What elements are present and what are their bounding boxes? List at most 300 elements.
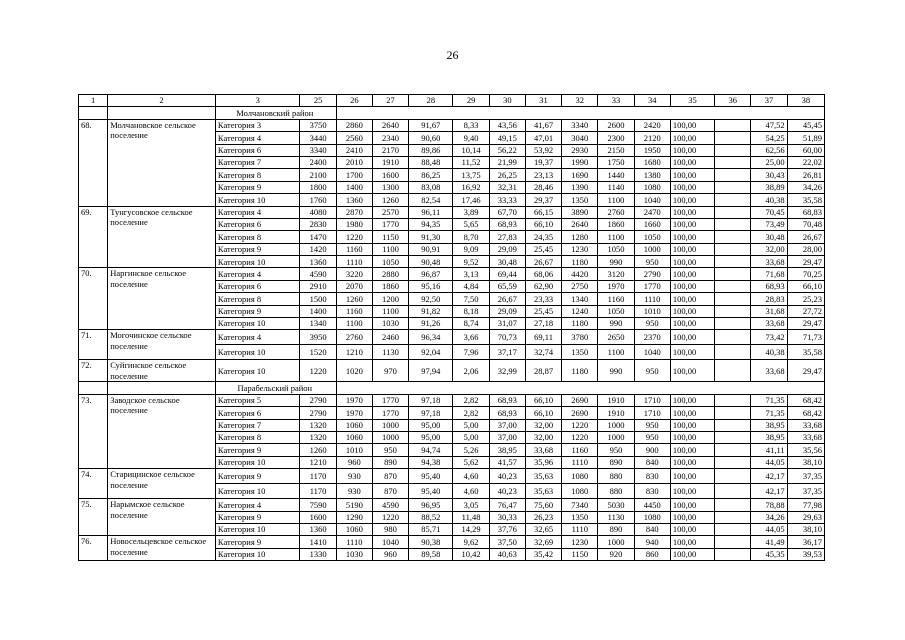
value-cell: 960 [336, 456, 372, 468]
value-cell: 1220 [300, 360, 336, 382]
value-cell: 47,01 [525, 132, 561, 144]
value-cell [715, 523, 751, 535]
value-cell: 5,00 [453, 419, 489, 431]
value-cell: 3780 [562, 330, 598, 345]
value-cell: 29,47 [787, 318, 824, 330]
value-cell: 89,58 [409, 548, 453, 560]
value-cell: 100,00 [670, 469, 714, 484]
category-cell: Категория 9 [215, 511, 300, 523]
header-cell: 32 [562, 95, 598, 107]
value-cell: 1130 [372, 345, 408, 360]
value-cell: 3950 [300, 330, 336, 345]
table-row [79, 469, 825, 484]
row-number: 71. [79, 330, 108, 360]
header-cell: 30 [489, 95, 525, 107]
value-cell: 1110 [336, 256, 372, 268]
value-cell [715, 456, 751, 468]
value-cell: 2340 [372, 132, 408, 144]
value-cell: 94,35 [409, 218, 453, 230]
value-cell: 100,00 [670, 156, 714, 168]
value-cell: 1110 [562, 456, 598, 468]
value-cell: 950 [372, 444, 408, 456]
value-cell: 1690 [562, 169, 598, 181]
value-cell: 95,16 [409, 280, 453, 292]
value-cell: 26,81 [787, 169, 824, 181]
value-cell: 1210 [300, 456, 336, 468]
value-cell: 9,40 [453, 132, 489, 144]
value-cell: 31,07 [489, 318, 525, 330]
value-cell [715, 318, 751, 330]
value-cell: 1340 [562, 293, 598, 305]
value-cell: 4590 [372, 499, 408, 511]
value-cell: 2460 [372, 330, 408, 345]
table-row [79, 119, 825, 131]
row-number: 73. [79, 394, 108, 468]
value-cell: 990 [598, 256, 634, 268]
category-cell: Категория 3 [215, 119, 300, 131]
value-cell: 1330 [300, 548, 336, 560]
header-cell: 3 [215, 95, 300, 107]
value-cell: 100,00 [670, 181, 714, 193]
value-cell: 1390 [562, 181, 598, 193]
value-cell: 68,06 [525, 268, 561, 280]
value-cell: 1770 [372, 218, 408, 230]
value-cell: 1050 [598, 243, 634, 255]
value-cell: 25,45 [525, 305, 561, 317]
value-cell: 1060 [336, 431, 372, 443]
value-cell: 1770 [372, 394, 408, 406]
value-cell: 41,57 [489, 456, 525, 468]
value-cell: 1160 [336, 243, 372, 255]
value-cell: 5,00 [453, 431, 489, 443]
value-cell: 29,63 [787, 511, 824, 523]
value-cell: 68,93 [489, 407, 525, 419]
value-cell: 66,10 [525, 407, 561, 419]
value-cell: 100,00 [670, 318, 714, 330]
value-cell: 96,87 [409, 268, 453, 280]
value-cell: 3340 [300, 144, 336, 156]
section-title: Молчановский район [215, 107, 336, 119]
value-cell: 2300 [598, 132, 634, 144]
value-cell [715, 280, 751, 292]
value-cell: 68,83 [787, 206, 824, 218]
value-cell: 70,73 [489, 330, 525, 345]
value-cell: 35,42 [525, 548, 561, 560]
value-cell: 35,56 [787, 444, 824, 456]
value-cell: 23,33 [525, 293, 561, 305]
value-cell: 2420 [634, 119, 670, 131]
value-cell: 930 [336, 469, 372, 484]
value-cell: 65,59 [489, 280, 525, 292]
value-cell: 2150 [598, 144, 634, 156]
value-cell: 45,45 [787, 119, 824, 131]
value-cell: 1260 [372, 194, 408, 206]
value-cell: 1000 [598, 431, 634, 443]
value-cell: 37,00 [489, 419, 525, 431]
value-cell: 950 [634, 431, 670, 443]
value-cell: 29,47 [787, 256, 824, 268]
value-cell: 56,22 [489, 144, 525, 156]
value-cell: 1210 [336, 345, 372, 360]
value-cell: 1860 [372, 280, 408, 292]
value-cell [715, 243, 751, 255]
category-cell: Категория 6 [215, 218, 300, 230]
value-cell: 30,43 [751, 169, 787, 181]
value-cell: 1710 [634, 394, 670, 406]
value-cell: 9,09 [453, 243, 489, 255]
value-cell: 67,70 [489, 206, 525, 218]
value-cell: 33,68 [751, 360, 787, 382]
value-cell: 3120 [598, 268, 634, 280]
value-cell: 1100 [598, 194, 634, 206]
value-cell: 1010 [336, 444, 372, 456]
value-cell: 8,18 [453, 305, 489, 317]
value-cell: 1230 [562, 243, 598, 255]
table-row [79, 360, 825, 382]
value-cell: 2790 [300, 394, 336, 406]
settlement-name: Могочинское сельское поселение [108, 330, 216, 360]
value-cell: 1110 [562, 523, 598, 535]
value-cell [715, 536, 751, 548]
value-cell: 69,44 [489, 268, 525, 280]
value-cell: 28,00 [787, 243, 824, 255]
value-cell: 1180 [562, 318, 598, 330]
value-cell: 2790 [634, 268, 670, 280]
value-cell: 1160 [598, 293, 634, 305]
value-cell: 53,92 [525, 144, 561, 156]
value-cell [715, 206, 751, 218]
value-cell: 1970 [336, 407, 372, 419]
value-cell: 33,68 [525, 444, 561, 456]
value-cell: 100,00 [670, 444, 714, 456]
value-cell: 26,67 [489, 293, 525, 305]
value-cell [715, 256, 751, 268]
value-cell: 3340 [562, 119, 598, 131]
value-cell: 2750 [562, 280, 598, 292]
header-cell: 33 [598, 95, 634, 107]
value-cell [715, 407, 751, 419]
value-cell: 1080 [634, 181, 670, 193]
value-cell: 95,00 [409, 431, 453, 443]
value-cell: 5,65 [453, 218, 489, 230]
category-cell: Категория 8 [215, 293, 300, 305]
value-cell: 96,11 [409, 206, 453, 218]
value-cell: 33,68 [787, 431, 824, 443]
value-cell: 4,60 [453, 484, 489, 499]
value-cell: 41,67 [525, 119, 561, 131]
value-cell: 66,10 [525, 394, 561, 406]
value-cell: 1320 [300, 431, 336, 443]
value-cell: 1050 [634, 231, 670, 243]
value-cell: 5,26 [453, 444, 489, 456]
value-cell: 1220 [562, 419, 598, 431]
value-cell: 94,38 [409, 456, 453, 468]
value-cell: 100,00 [670, 243, 714, 255]
value-cell: 1400 [336, 181, 372, 193]
value-cell: 24,35 [525, 231, 561, 243]
value-cell: 1660 [634, 218, 670, 230]
value-cell: 1200 [372, 293, 408, 305]
header-cell: 2 [108, 95, 216, 107]
value-cell: 9,52 [453, 256, 489, 268]
value-cell: 1260 [300, 444, 336, 456]
value-cell: 4450 [634, 499, 670, 511]
value-cell: 1260 [336, 293, 372, 305]
section-spacer [79, 107, 108, 119]
value-cell: 1000 [372, 431, 408, 443]
value-cell: 66,15 [525, 206, 561, 218]
value-cell: 91,82 [409, 305, 453, 317]
value-cell: 1220 [372, 511, 408, 523]
value-cell: 100,00 [670, 206, 714, 218]
section-spacer [108, 382, 216, 394]
value-cell: 990 [598, 318, 634, 330]
category-cell: Категория 7 [215, 419, 300, 431]
value-cell: 1180 [562, 256, 598, 268]
value-cell: 35,96 [525, 456, 561, 468]
value-cell: 870 [372, 484, 408, 499]
value-cell: 4,60 [453, 469, 489, 484]
value-cell: 29,09 [489, 305, 525, 317]
value-cell: 1000 [598, 419, 634, 431]
value-cell: 100,00 [670, 523, 714, 535]
value-cell: 950 [598, 444, 634, 456]
table-row [79, 330, 825, 345]
category-cell: Категория 10 [215, 456, 300, 468]
value-cell: 100,00 [670, 305, 714, 317]
value-cell: 940 [634, 536, 670, 548]
value-cell: 23,13 [525, 169, 561, 181]
value-cell: 8,74 [453, 318, 489, 330]
value-cell: 71,35 [751, 394, 787, 406]
value-cell: 1110 [634, 293, 670, 305]
value-cell: 2560 [336, 132, 372, 144]
value-cell [715, 330, 751, 345]
value-cell: 1170 [300, 469, 336, 484]
value-cell: 29,09 [489, 243, 525, 255]
value-cell: 25,00 [751, 156, 787, 168]
value-cell: 68,93 [489, 394, 525, 406]
value-cell: 1000 [372, 419, 408, 431]
value-cell: 2880 [372, 268, 408, 280]
value-cell: 1280 [562, 231, 598, 243]
value-cell: 92,50 [409, 293, 453, 305]
value-cell: 840 [634, 523, 670, 535]
header-cell: 25 [300, 95, 336, 107]
page-number: 26 [446, 48, 459, 62]
header-cell: 37 [751, 95, 787, 107]
value-cell: 930 [336, 484, 372, 499]
value-cell: 3040 [562, 132, 598, 144]
value-cell: 45,35 [751, 548, 787, 560]
value-cell: 44,05 [751, 523, 787, 535]
value-cell: 26,25 [489, 169, 525, 181]
category-cell: Категория 9 [215, 305, 300, 317]
category-cell: Категория 10 [215, 256, 300, 268]
category-cell: Категория 10 [215, 318, 300, 330]
value-cell: 3750 [300, 119, 336, 131]
value-cell: 2600 [598, 119, 634, 131]
value-cell: 1010 [634, 305, 670, 317]
table-row [79, 499, 825, 511]
category-cell: Категория 9 [215, 243, 300, 255]
header-cell: 29 [453, 95, 489, 107]
value-cell: 8,70 [453, 231, 489, 243]
value-cell: 5,62 [453, 456, 489, 468]
value-cell: 100,00 [670, 548, 714, 560]
settlement-name: Нарымское сельское поселение [108, 499, 216, 536]
category-cell: Категория 10 [215, 548, 300, 560]
value-cell: 30,48 [751, 231, 787, 243]
value-cell: 4590 [300, 268, 336, 280]
header-cell: 27 [372, 95, 408, 107]
section-spacer [336, 107, 824, 119]
value-cell: 1180 [562, 360, 598, 382]
value-cell: 100,00 [670, 330, 714, 345]
value-cell: 73,49 [751, 218, 787, 230]
value-cell: 40,23 [489, 484, 525, 499]
value-cell [715, 119, 751, 131]
value-cell: 69,11 [525, 330, 561, 345]
value-cell: 71,35 [751, 407, 787, 419]
value-cell: 2640 [372, 119, 408, 131]
value-cell: 1220 [562, 431, 598, 443]
value-cell: 1970 [336, 394, 372, 406]
value-cell: 68,42 [787, 394, 824, 406]
value-cell: 33,68 [787, 419, 824, 431]
value-cell: 1030 [336, 548, 372, 560]
value-cell: 2910 [300, 280, 336, 292]
value-cell: 32,65 [525, 523, 561, 535]
value-cell: 35,63 [525, 469, 561, 484]
value-cell: 1340 [300, 318, 336, 330]
category-cell: Категория 6 [215, 280, 300, 292]
value-cell: 2690 [562, 407, 598, 419]
value-cell: 32,99 [489, 360, 525, 382]
value-cell: 1050 [372, 256, 408, 268]
value-cell: 95,40 [409, 469, 453, 484]
value-cell: 91,26 [409, 318, 453, 330]
category-cell: Категория 6 [215, 144, 300, 156]
value-cell: 91,30 [409, 231, 453, 243]
value-cell [715, 548, 751, 560]
category-cell: Категория 10 [215, 194, 300, 206]
value-cell: 3890 [562, 206, 598, 218]
section-row [79, 382, 825, 394]
value-cell: 3220 [336, 268, 372, 280]
value-cell: 1950 [634, 144, 670, 156]
value-cell: 100,00 [670, 218, 714, 230]
row-number: 74. [79, 469, 108, 499]
value-cell: 1080 [634, 511, 670, 523]
section-row [79, 107, 825, 119]
value-cell: 88,52 [409, 511, 453, 523]
value-cell: 21,99 [489, 156, 525, 168]
value-cell [715, 394, 751, 406]
value-cell: 2,06 [453, 360, 489, 382]
value-cell: 32,31 [489, 181, 525, 193]
value-cell: 11,48 [453, 511, 489, 523]
value-cell: 1380 [634, 169, 670, 181]
value-cell: 830 [634, 484, 670, 499]
table-row [79, 206, 825, 218]
value-cell: 1140 [598, 181, 634, 193]
value-cell: 66,10 [525, 218, 561, 230]
value-cell: 1970 [598, 280, 634, 292]
category-cell: Категория 10 [215, 360, 300, 382]
value-cell: 38,89 [751, 181, 787, 193]
value-cell: 100,00 [670, 256, 714, 268]
row-number: 76. [79, 536, 108, 561]
value-cell [715, 419, 751, 431]
value-cell: 25,45 [525, 243, 561, 255]
category-cell: Категория 6 [215, 407, 300, 419]
value-cell: 75,60 [525, 499, 561, 511]
value-cell [715, 469, 751, 484]
value-cell: 32,00 [525, 419, 561, 431]
value-cell: 89,86 [409, 144, 453, 156]
row-number: 70. [79, 268, 108, 330]
value-cell: 1910 [372, 156, 408, 168]
value-cell: 920 [598, 548, 634, 560]
value-cell: 85,71 [409, 523, 453, 535]
value-cell: 1680 [634, 156, 670, 168]
value-cell: 11,52 [453, 156, 489, 168]
value-cell: 100,00 [670, 132, 714, 144]
category-cell: Категория 9 [215, 444, 300, 456]
category-cell: Категория 7 [215, 156, 300, 168]
value-cell: 1420 [300, 243, 336, 255]
value-cell: 2170 [372, 144, 408, 156]
value-cell: 100,00 [670, 194, 714, 206]
value-cell: 37,35 [787, 484, 824, 499]
value-cell [715, 305, 751, 317]
value-cell: 83,08 [409, 181, 453, 193]
value-cell: 92,04 [409, 345, 453, 360]
value-cell: 32,74 [525, 345, 561, 360]
value-cell: 36,17 [787, 536, 824, 548]
value-cell: 32,00 [525, 431, 561, 443]
value-cell: 100,00 [670, 394, 714, 406]
value-cell: 96,34 [409, 330, 453, 345]
settlement-name: Новосельцевское сельское поселение [108, 536, 216, 561]
header-cell: 31 [525, 95, 561, 107]
value-cell: 40,23 [489, 469, 525, 484]
value-cell: 35,58 [787, 345, 824, 360]
value-cell: 1300 [372, 181, 408, 193]
value-cell: 1230 [562, 536, 598, 548]
value-cell: 4,84 [453, 280, 489, 292]
value-cell: 38,95 [751, 431, 787, 443]
value-cell: 42,17 [751, 484, 787, 499]
value-cell: 950 [634, 256, 670, 268]
value-cell: 1150 [372, 231, 408, 243]
value-cell: 1410 [300, 536, 336, 548]
value-cell: 880 [598, 484, 634, 499]
header-cell: 35 [670, 95, 714, 107]
value-cell: 2870 [336, 206, 372, 218]
value-cell: 28,46 [525, 181, 561, 193]
value-cell: 1350 [562, 194, 598, 206]
value-cell: 7,96 [453, 345, 489, 360]
value-cell: 31,68 [751, 305, 787, 317]
value-cell: 10,42 [453, 548, 489, 560]
section-spacer [336, 382, 824, 394]
value-cell: 25,23 [787, 293, 824, 305]
value-cell: 16,92 [453, 181, 489, 193]
value-cell: 3,66 [453, 330, 489, 345]
value-cell: 870 [372, 469, 408, 484]
